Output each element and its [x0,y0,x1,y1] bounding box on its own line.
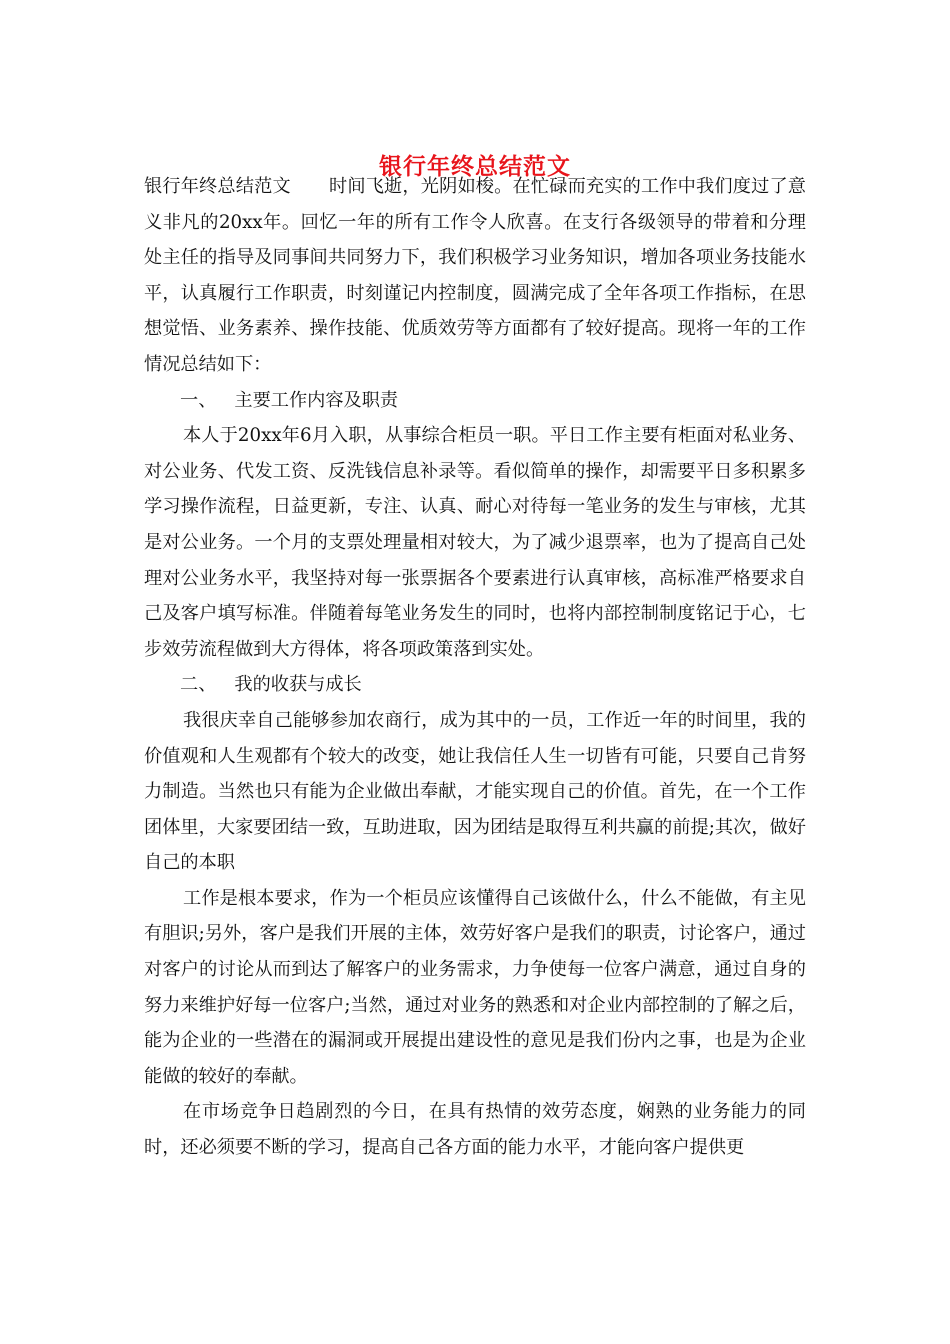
section-number-2: 二、 [180,674,217,696]
intro-text: 时间飞逝，光阴如梭。在忙碌而充实的工作中我们度过了意义非凡的20xx年。回忆一年的所有工作令人欣喜。在支行各级领导的带着和分理处主任的指导及同事间共同努力下，我们积极学习业务知识，增加各项业务技能水平，认真履行工作职责，时刻谨记内控制度，圆满完成了全年各项工作指标，在思想觉悟、业务素养、操作技能、优质效劳等方面都有了较好提高。现将一年的工作情况总结如下： [144,176,806,375]
section-2-paragraph-3: 在市场竞争日趋剧烈的今日，在具有热情的效劳态度，娴熟的业务能力的同时，还必须要不断的学习，提高自己各方面的能力水平，才能向客户提供更 [144,1101,806,1159]
document-body [144,169,806,1166]
section-title-1: 主要工作内容及职责 [234,389,399,411]
section-1-paragraph: 本人于20xx年6月入职，从事综合柜员一职。平日工作主要有柜面对私业务、对公业务、代发工资、反洗钱信息补录等。看似简单的操作，却需要平日多积累多学习操作流程，日益更新，专注、认真、耐心对待每一笔业务的发生与审核，尤其是对公业务。一个月的支票处理量相对较大，为了减少退票率，也为了提高自己处理对公业务水平，我坚持对每一张票据各个要素进行认真审核，高标准严格要求自己及客户填写标准。伴随着每笔业务发生的同时，也将内部控制制度铭记于心，七步效劳流程做到大方得体，将各项政策落到实处。 [144,425,806,660]
section-title-2: 我的收获与成长 [234,674,362,696]
section-2-paragraph-2: 工作是根本要求，作为一个柜员应该懂得自己该做什么，什么不能做，有主见有胆识;另外，客户是我们开展的主体，效劳好客户是我们的职责，讨论客户，通过对客户的讨论从而到达了解客户的业务需求，力争使每一位客户满意，通过自身的努力来维护好每一位客户;当然，通过对业务的熟悉和对企业内部控制的了解之后，能为企业的一些潜在的漏洞或开展提出建设性的意见是我们份内之事，也是为企业能做的较好的奉献。 [144,887,806,1087]
intro-paragraph [144,169,806,383]
section-number-1: 一、 [180,389,217,411]
document-title: 银行年终总结范文 [379,153,571,180]
section-heading-1 [144,383,806,419]
section-2-paragraph-1: 我很庆幸自己能够参加农商行，成为其中的一员，工作近一年的时间里，我的价值观和人生观都有个较大的改变，她让我信任人生一切皆有可能，只要自己肯努力制造。当然也只有能为企业做出奉献，才能实现自己的价值。首先，在一个工作团体里，大家要团结一致，互助进取，因为团结是取得互利共赢的前提;其次，做好自己的本职 [144,709,806,874]
intro-label: 银行年终总结范文 [144,176,291,197]
section-heading-2 [144,667,806,703]
